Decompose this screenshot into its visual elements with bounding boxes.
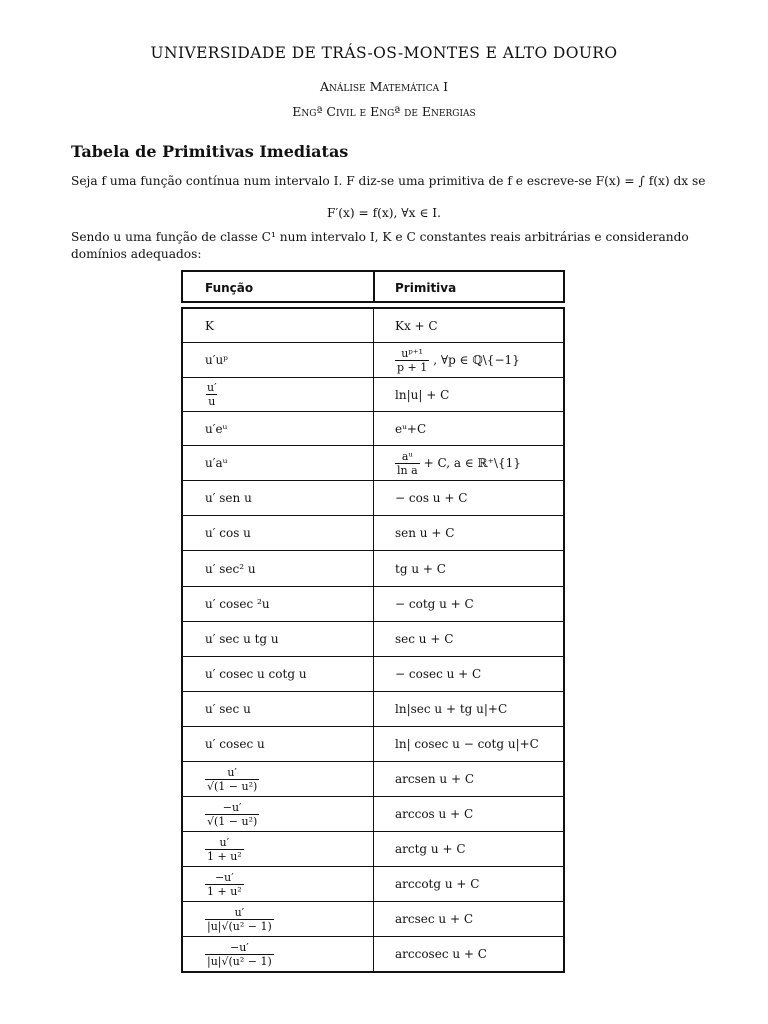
primitive-expression: − cos u + C [395, 491, 468, 505]
header-funcao: Função [205, 281, 254, 295]
function-denominator: √(1 − u²) [207, 779, 258, 793]
function-cell [205, 622, 279, 656]
column-divider [373, 902, 374, 936]
function-cell [205, 516, 251, 550]
primitive-expression: ln| cosec u − cotg u|+C [395, 737, 539, 751]
function-cell [205, 832, 244, 866]
table-row [183, 377, 563, 411]
function-numerator: −u′ [229, 940, 249, 954]
primitive-condition: + C, a ∈ ℝ⁺\{1} [423, 456, 521, 470]
function-expression: u′ sec u tg u [205, 632, 279, 646]
display-equation: F′(x) = f(x), ∀x ∈ I. [327, 206, 441, 220]
column-divider [373, 412, 374, 445]
column-divider [373, 516, 374, 550]
function-numerator: u′ [227, 765, 237, 779]
function-cell [205, 309, 214, 342]
table-row [183, 411, 563, 445]
primitive-expression: Kx + C [395, 318, 438, 333]
primitive-cell [395, 446, 521, 480]
table-row [183, 831, 563, 866]
function-cell [205, 343, 228, 377]
primitive-expression: arctg u + C [395, 842, 466, 856]
function-expression: u′eᵘ [205, 421, 228, 436]
primitive-expression: ln|sec u + tg u|+C [395, 702, 508, 716]
program-name: Engª Civil e Engª de Energias [292, 104, 476, 119]
primitive-expression: ln|u| + C [395, 387, 450, 402]
column-divider [373, 446, 374, 480]
table-row [183, 550, 563, 586]
primitive-cell [395, 622, 453, 656]
primitive-expression: sen u + C [395, 526, 455, 540]
table-row [183, 445, 563, 480]
primitive-cell [395, 937, 487, 971]
primitive-cell [395, 481, 467, 515]
table-row [183, 761, 563, 796]
table-row [183, 480, 563, 515]
function-cell [205, 378, 219, 411]
function-cell [205, 551, 256, 586]
function-expression: u′ cosec u cotg u [205, 667, 307, 681]
column-divider [373, 657, 374, 691]
primitive-expression: arccos u + C [395, 807, 474, 821]
column-divider [373, 343, 374, 377]
function-numerator: u′ [219, 835, 230, 849]
primitive-expression: tg u + C [395, 561, 446, 576]
function-fraction [205, 801, 259, 828]
table-body [181, 307, 565, 973]
function-expression: u′ cosec u [205, 737, 265, 751]
column-divider [373, 797, 374, 831]
primitive-cell [395, 309, 438, 342]
table-row [183, 309, 563, 342]
function-cell [205, 727, 265, 761]
function-fraction [205, 766, 259, 793]
university-name: UNIVERSIDADE DE TRÁS-OS-MONTES E ALTO DOURO [150, 44, 618, 62]
function-expression: u′uᵖ [205, 353, 228, 367]
primitive-cell [395, 378, 449, 411]
primitive-condition: , ∀p ∈ ℚ\{−1} [433, 353, 520, 367]
primitive-numerator: uᵖ⁺¹ [401, 346, 423, 360]
function-cell [205, 692, 251, 726]
function-cell [205, 412, 227, 445]
function-numerator: u′ [234, 905, 245, 919]
primitive-cell [395, 412, 426, 445]
function-denominator: 1 + u² [207, 849, 242, 863]
function-cell [205, 937, 274, 971]
function-expression: u′ sec² u [205, 561, 256, 576]
function-cell [205, 902, 274, 936]
function-denominator: |u|√(u² − 1) [207, 954, 272, 968]
table-row [183, 586, 563, 621]
primitive-cell [395, 657, 481, 691]
table-row [183, 515, 563, 550]
column-divider [373, 551, 374, 586]
column-divider [373, 272, 375, 301]
conditions-paragraph: Sendo u uma função de classe C¹ num intervalo I, K e C constantes reais arbitrárias e considerando domínios adequados: [71, 230, 689, 261]
function-cell [205, 657, 307, 691]
column-divider [373, 378, 374, 411]
function-denominator: |u|√(u² − 1) [207, 919, 272, 933]
page-title: Tabela de Primitivas Imediatas [71, 142, 349, 161]
primitive-expression: − cosec u + C [395, 667, 482, 681]
primitive-numerator: aᵘ [401, 449, 413, 463]
table-row [183, 726, 563, 761]
function-expression: u′ cosec ²u [205, 597, 270, 611]
primitive-fraction [395, 450, 420, 477]
primitive-expression: arccosec u + C [395, 947, 487, 961]
function-expression: u′ cos u [205, 526, 251, 540]
function-fraction [205, 906, 274, 933]
column-divider [373, 692, 374, 726]
column-divider [373, 587, 374, 621]
column-divider [373, 937, 374, 971]
function-cell [205, 797, 259, 831]
primitive-denominator: p + 1 [397, 360, 428, 374]
column-divider [373, 309, 374, 342]
primitive-expression: − cotg u + C [395, 597, 474, 611]
primitive-expression: sec u + C [395, 632, 454, 646]
column-divider [373, 832, 374, 866]
column-divider [373, 622, 374, 656]
primitive-cell [395, 516, 454, 550]
primitive-expression: eᵘ+C [395, 421, 427, 436]
function-cell [205, 867, 244, 901]
column-divider [373, 762, 374, 796]
primitive-cell [395, 692, 507, 726]
primitives-table [181, 270, 565, 973]
primitive-cell [395, 797, 473, 831]
table-row [183, 656, 563, 691]
course-name: Análise Matemática I [319, 79, 449, 94]
primitive-cell [395, 832, 466, 866]
function-numerator: −u′ [214, 870, 234, 884]
primitive-cell [395, 343, 520, 377]
function-expression: u′ sec u [205, 702, 251, 716]
function-cell [205, 481, 252, 515]
column-divider [373, 481, 374, 515]
primitive-denominator: ln a [397, 463, 418, 477]
column-divider [373, 867, 374, 901]
primitive-cell [395, 587, 474, 621]
function-fraction [205, 836, 244, 863]
column-divider [373, 727, 374, 761]
primitive-cell [395, 867, 479, 901]
function-cell [205, 762, 259, 796]
function-denominator: 1 + u² [207, 884, 242, 898]
primitive-expression: arccotg u + C [395, 877, 480, 891]
header-primitiva: Primitiva [395, 281, 457, 295]
function-fraction [205, 871, 244, 898]
intro-paragraph: Seja f uma função contínua num intervalo I. F diz-se uma primitiva de f e escreve-se F(x) = ∫ f(x) dx se [71, 174, 706, 188]
primitive-cell [395, 551, 446, 586]
function-expression: u′ sen u [205, 491, 252, 505]
table-row [183, 691, 563, 726]
table-row [183, 621, 563, 656]
primitive-cell [395, 902, 473, 936]
table-row [183, 936, 563, 971]
function-expression: u′aᵘ [205, 456, 228, 470]
primitive-cell [395, 762, 474, 796]
function-denominator: u [208, 395, 216, 408]
table-row [183, 901, 563, 936]
function-numerator: −u′ [222, 800, 242, 814]
table-row [183, 866, 563, 901]
table-row [183, 796, 563, 831]
table-row [183, 342, 563, 377]
function-fraction [205, 941, 274, 968]
primitive-cell [395, 727, 539, 761]
function-expression: K [205, 318, 214, 333]
primitive-expression: arcsec u + C [395, 912, 473, 926]
table-header [181, 270, 565, 303]
function-denominator: √(1 − u²) [207, 814, 258, 828]
function-fraction [205, 381, 219, 408]
function-cell [205, 446, 227, 480]
primitive-expression: arcsen u + C [395, 772, 475, 786]
primitive-fraction [395, 347, 429, 374]
function-cell [205, 587, 270, 621]
function-numerator: u′ [207, 381, 217, 394]
